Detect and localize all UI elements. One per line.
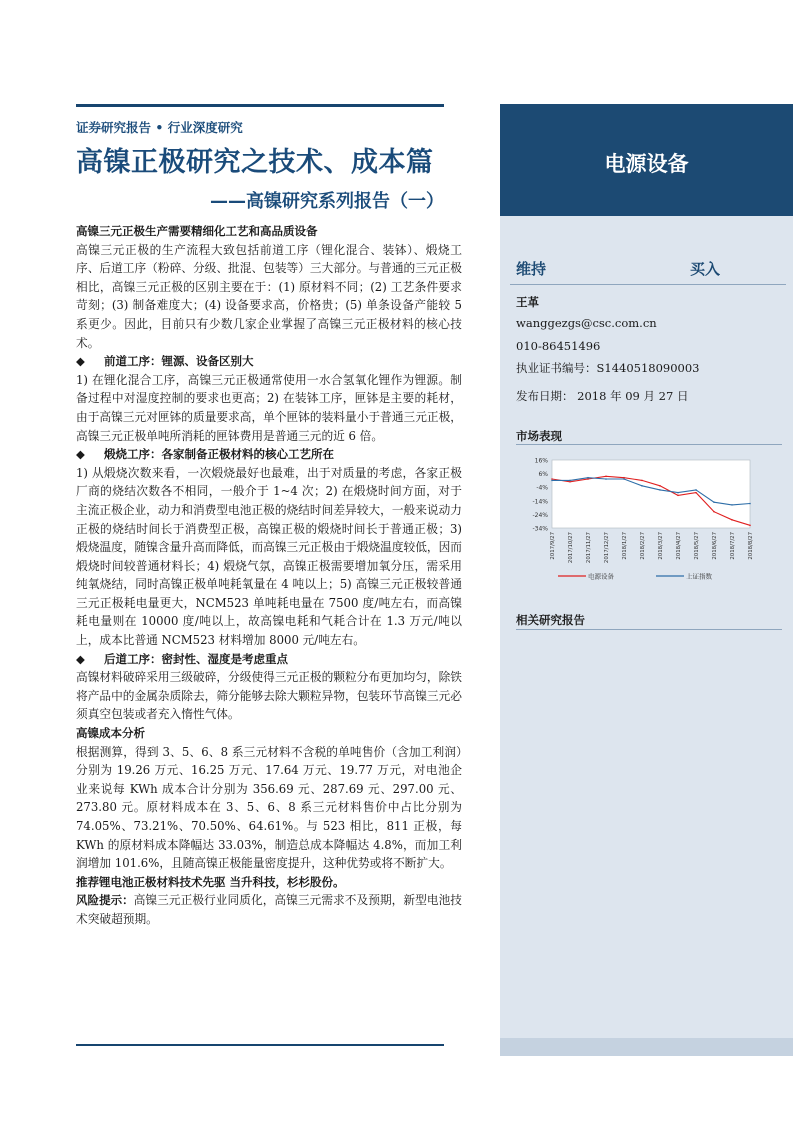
data-point: [605, 478, 607, 480]
legend-label: 上证指数: [686, 572, 712, 581]
y-tick-label: -14%: [532, 498, 548, 506]
report-subtitle: ——高镍研究系列报告（一）: [210, 191, 444, 212]
top-rule: [76, 104, 444, 107]
section-title-process: 高镍三元正极生产需要精细化工艺和高品质设备: [76, 224, 318, 238]
data-point: [749, 524, 751, 526]
paragraph-front-process: 1) 在锂化混合工序，高镍三元正极通常使用一水合氢氧化锂作为锂源。制备过程中对湿度控制的要求也更高；2) 在装钵工序，匣钵是主要的耗材，由于高镍三元对匣钵的质量要求高，单个匣钵的装料量小于普通三元正极，高镍三元正极单吨所消耗的匣钵费用是普通三元的近 6 倍。: [76, 372, 462, 443]
paragraph-back-process: 高镍材料破碎采用三级破碎，分级使得三元正极的颗粒分布更加均匀，除铁将产品中的金属杂质除去，筛分能够去除大颗粒异物，包装环节高镍三元必须真空包装或者充入惰性气体。: [76, 670, 462, 722]
x-tick-label: 2017/10/27: [568, 532, 574, 564]
y-tick-label: 16%: [534, 457, 548, 465]
data-point: [641, 485, 643, 487]
sector-name: 电源设备: [604, 152, 689, 176]
data-point: [731, 504, 733, 506]
data-point: [677, 495, 679, 497]
data-point: [731, 519, 733, 521]
data-point: [713, 511, 715, 513]
market-chart: [510, 448, 778, 588]
x-tick-label: 2017/12/27: [604, 532, 610, 564]
data-point: [569, 480, 571, 482]
data-point: [551, 480, 553, 482]
y-tick-label: -34%: [532, 525, 548, 533]
publish-date: 发布日期： 2018 年 09 月 27 日: [516, 389, 689, 403]
rating-previous: 维持: [516, 260, 547, 278]
report-title: 高镍正极研究之技术、成本篇: [76, 147, 434, 178]
x-tick-label: 2018/5/27: [694, 532, 700, 560]
sector-header: [500, 104, 793, 216]
bullet-front-process: [76, 352, 462, 371]
data-point: [749, 503, 751, 505]
bullet-icon: ◆: [76, 447, 85, 462]
data-point: [623, 478, 625, 480]
market-title: 市场表现: [516, 429, 562, 443]
analyst-name: 王革: [516, 295, 539, 309]
paragraph-calcination: 1) 从煅烧次数来看，一次煅烧最好也最难，出于对质量的考虑，各家正极厂商的烧结次数各不相同，一般介于 1~4 次；2) 在煅烧时间方面，对于主流正极企业，动力和消费型电池正极的烧结时间差异较大，一般来说动力正极的烧结时间长于消费型正极，高镍正极的煅烧时间长于普通正极；3) 煅烧温度，随镍含量升高而降低，而高镍三元正极由于煅烧温度较低，因而煅烧时间较普通材料长；4) 煅烧气氛，高镍正极需要增加氧分压，需采用纯氧烧结，同时高镍正极单吨耗氧量在 4 吨以上；5) 高镍三元正极较普通三元正极耗电量更大，NCM523 单吨耗电量在 7500 度/吨左右，而高镍耗电量则在 10000 度/吨以上，故高镍电耗和气耗合计在 1.3 万元/吨以上，成本比普通 NCM523 材料增加 8000 元/吨左右。: [76, 465, 462, 648]
y-tick-label: 6%: [538, 471, 548, 479]
risk-label: 风险提示：: [76, 893, 134, 908]
data-point: [587, 477, 589, 479]
paragraph-process: 高镍三元正极的生产流程大致包括前道工序（锂化混合、装钵）、煅烧工序、后道工序（粉碎、分级、批混、包装等）三大部分。与普通的三元正极相比，高镍三元正极的区别主要在于：(1) 原材料不同；(2) 工艺条件要求苛刻；(3) 制备难度大；(4) 设备要求高，价格贵；(5) 单条设备产能较 5 系更少。因此，目前只有少数几家企业掌握了高镍三元正极材料的核心技术。: [76, 242, 462, 350]
bullet-icon: ◆: [76, 651, 85, 666]
y-tick-label: -4%: [536, 484, 548, 492]
rating-current: 买入: [690, 260, 721, 278]
data-point: [641, 480, 643, 482]
divider: [516, 444, 782, 445]
legend-label: 电源设备: [588, 572, 614, 581]
bullet-label: 前道工序：锂源、设备区别大: [104, 354, 254, 369]
x-tick-label: 2018/8/27: [748, 532, 754, 560]
data-point: [695, 489, 697, 491]
bullet-label: 煅烧工序：各家制备正极材料的核心工艺所在: [104, 447, 334, 462]
risk-paragraph: [76, 891, 462, 928]
report-kicker: 证券研究报告 • 行业深度研究: [76, 120, 243, 135]
data-point: [713, 501, 715, 503]
recommendation: 推荐锂电池正极材料技术先驱 当升科技，杉杉股份。: [76, 874, 345, 889]
x-tick-label: 2018/2/27: [640, 532, 646, 560]
x-tick-label: 2018/6/27: [712, 532, 718, 560]
x-tick-label: 2018/4/27: [676, 532, 682, 560]
bullet-icon: ◆: [76, 354, 85, 369]
data-point: [605, 476, 607, 478]
analyst-cert: 执业证书编号：S1440518090003: [516, 361, 700, 375]
data-point: [695, 492, 697, 494]
related-title: 相关研究报告: [516, 613, 585, 627]
bullet-calcination: [76, 445, 462, 464]
x-tick-label: 2018/1/27: [622, 532, 628, 560]
analyst-phone: 010-86451496: [516, 339, 601, 353]
y-tick-label: -24%: [532, 511, 548, 519]
paragraph-cost: 根据测算，得到 3、5、6、8 系三元材料不含税的单吨售价（含加工利润）分别为 19.26 万元、16.25 万元、17.64 万元、19.77 万元，对电池企业来说每 KWh 成本合计分别为 356.69 元、287.69 元、297.00 元、273.80 元。原材料成本在 3、5、6、8 系三元材料售价中占比分别为 74.05%、73.21%、70.50%、64.61%。与 523 相比，811 正极，每 KWh 的原材料成本降幅达 33.03%，制造总成本降幅达 4.8%，而加工利润增加 101.6%，且随高镍正极能量密度提升，这种优势或将不断扩大。: [76, 744, 462, 871]
section-title-cost: 高镍成本分析: [76, 726, 145, 741]
rating-bar: [510, 250, 786, 285]
risk-text: 高镍三元正极行业同质化，高镍三元需求不及预期，新型电池技术突破超预期。: [76, 893, 462, 926]
bottom-rule: [76, 1044, 444, 1046]
main-body: [76, 222, 462, 929]
x-tick-label: 2018/7/27: [730, 532, 736, 560]
x-tick-label: 2017/11/27: [586, 532, 592, 564]
sidebar-footer: [500, 1038, 793, 1056]
data-point: [659, 489, 661, 491]
data-point: [659, 485, 661, 487]
x-tick-label: 2017/9/27: [550, 532, 556, 560]
x-tick-label: 2018/3/27: [658, 532, 664, 560]
bullet-label: 后道工序：密封性、湿度是考虑重点: [104, 651, 288, 666]
data-point: [677, 492, 679, 494]
divider: [516, 629, 782, 630]
plot-area: [552, 460, 750, 528]
analyst-email[interactable]: wanggezgs@csc.com.cn: [516, 316, 657, 330]
bullet-back-process: [76, 650, 462, 669]
